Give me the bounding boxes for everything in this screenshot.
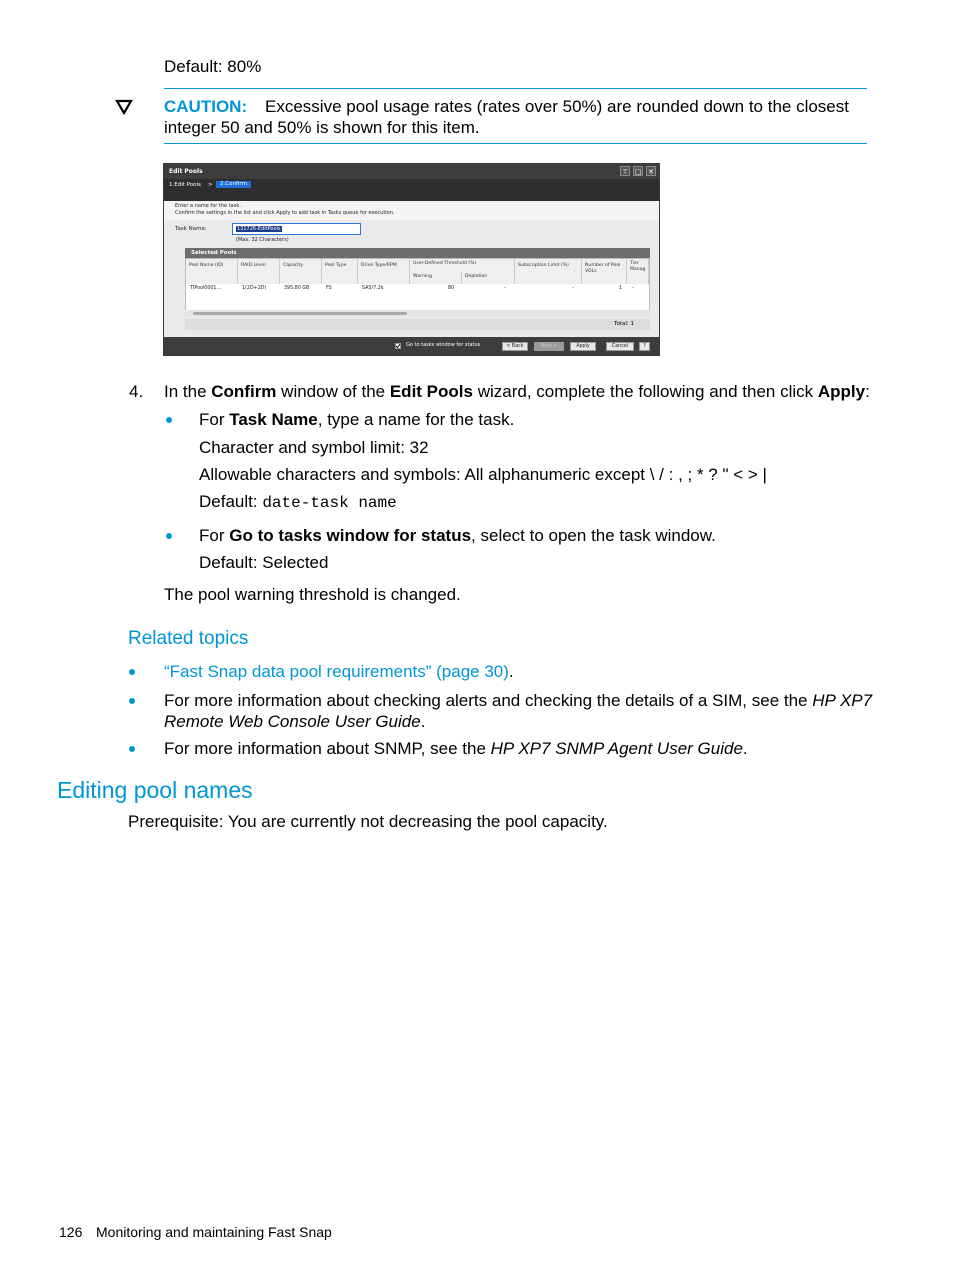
help-button[interactable]: ? [639,342,650,351]
step4-text: In the Confirm window of the Edit Pools wizard, complete the following and then click Apply: [164,382,870,401]
bullet-icon [129,746,135,752]
col-pool-name[interactable]: Pool Name (ID) [186,259,238,284]
goto-tasks-bullet-text: For Go to tasks window for status, select to open the task window. [199,526,716,545]
dialog-instructions [164,201,659,220]
task-name-bullet-text: For Task Name, type a name for the task. [199,410,515,429]
cell-pool-type: FS [326,286,332,291]
related-item-2-line1: For more information about checking alerts and checking the details of a SIM, see the HP XP7 [164,691,873,710]
check-icon [395,343,401,349]
related-item-1: “Fast Snap data pool requirements” (page 30). [164,662,514,681]
next-button[interactable]: Next > [534,342,564,351]
dialog-footer [164,337,659,356]
step-confirm: 2.Confirm [216,181,251,188]
col-tier[interactable]: Tier Manag [627,259,649,284]
related-item-3: For more information about SNMP, see the HP XP7 SNMP Agent User Guide. [164,739,748,758]
result-text: The pool warning threshold is changed. [164,585,461,604]
prerequisite-text: Prerequisite: You are currently not decreasing the pool capacity. [128,812,608,831]
instruction-line1: Enter a name for the task. [175,203,241,209]
instruction-line2: Confirm the settings in the list and click Apply to add task in Tasks queue for execution. [175,210,395,216]
edit-pools-confirm-screenshot [163,163,660,356]
cell-capacity: 395.80 GB [284,286,310,291]
cancel-button[interactable]: Cancel [606,342,634,351]
apply-button[interactable]: Apply [570,342,596,351]
cell-pool-name: TIPool0001... [190,286,222,291]
page-number: 126 [59,1224,83,1240]
section-heading: Editing pool names [57,777,253,803]
col-num-vols[interactable]: Number of Pool VOLs [582,259,627,284]
col-threshold: User-Defined Threshold (%) [410,259,515,271]
wizard-steps [164,179,659,201]
step-edit-pools: 1.Edit Pools [169,182,201,188]
goto-tasks-label: Go to tasks window for status [406,342,481,348]
close-icon[interactable]: ✕ [646,166,656,176]
cell-drive-type: SAS/7.2k [362,286,384,291]
step-number: 4. [129,382,144,401]
goto-tasks-default: Default: Selected [199,553,329,572]
edit-pools-term: Edit Pools [389,382,473,401]
table-horizontal-scrollbar[interactable] [185,310,650,317]
caution-top-rule [164,88,867,89]
step-separator: > [208,182,213,188]
apply-term: Apply [817,382,866,401]
scrollbar-thumb[interactable] [193,312,407,315]
col-pool-type[interactable]: Pool Type [322,259,358,284]
col-depletion[interactable]: Depletion [462,271,515,284]
cell-subscription: - [572,286,574,291]
task-name-input[interactable] [232,223,361,235]
col-raid-level[interactable]: RAID Level [238,259,280,284]
col-subscription[interactable]: Subscription Limit (%) [515,259,582,284]
table-total: Total: 1 [614,321,634,327]
task-name-allowable: Allowable characters and symbols: All alphanumeric except \ / : , ; * ? " < > | [199,465,767,484]
bullet-icon [129,669,135,675]
task-name-label: Task Name: [175,226,207,232]
cell-depletion: - [504,286,506,291]
dialog-title: Edit Pools [169,168,203,175]
bullet-icon [166,533,172,539]
fast-snap-requirements-link[interactable]: “Fast Snap data pool requirements” (page 30) [164,662,509,681]
bullet-icon [166,417,172,423]
task-name-value: 131726-EditPools [237,226,281,232]
cell-num-vols: 1 [619,286,623,291]
dialog-titlebar [164,164,659,179]
caution-bottom-rule [164,143,867,144]
caution-text-line2: integer 50 and 50% is shown for this item. [164,118,480,137]
cell-raid-level: 1(2D+2D) [242,286,267,291]
task-name-default: Default: date-task name [199,492,397,512]
goto-tasks-checkbox[interactable] [395,343,401,349]
cell-tier: - [632,286,634,291]
pin-icon[interactable]: ⊤ [621,168,629,176]
maximize-icon[interactable]: □ [634,168,642,176]
task-name-default-value: date-task name [262,494,397,512]
default-80-text: Default: 80% [164,57,262,76]
page-footer-title: Monitoring and maintaining Fast Snap [96,1224,332,1240]
caution-label: CAUTION: [164,97,248,116]
cell-warning: 80 [448,286,455,291]
col-capacity[interactable]: Capacity [280,259,322,284]
selected-pools-table [185,258,650,317]
confirm-term: Confirm [211,382,277,401]
selected-pools-label: Selected Pools [191,250,237,256]
bullet-icon [129,698,135,704]
col-drive-type[interactable]: Drive Type/RPM [358,259,410,284]
related-item-2-line2: Remote Web Console User Guide. [164,712,426,731]
col-warning[interactable]: Warning [410,271,462,284]
task-name-limit: Character and symbol limit: 32 [199,438,429,457]
caution-text-line1: Excessive pool usage rates (rates over 50%) are rounded down to the closest [265,97,849,116]
caution-icon [115,99,133,115]
table-total-bar [185,319,650,330]
back-button[interactable]: < Back [502,342,528,351]
selected-pools-header [185,248,650,258]
task-name-hint: (Max. 32 Characters) [236,237,289,243]
related-topics-heading: Related topics [128,628,249,649]
